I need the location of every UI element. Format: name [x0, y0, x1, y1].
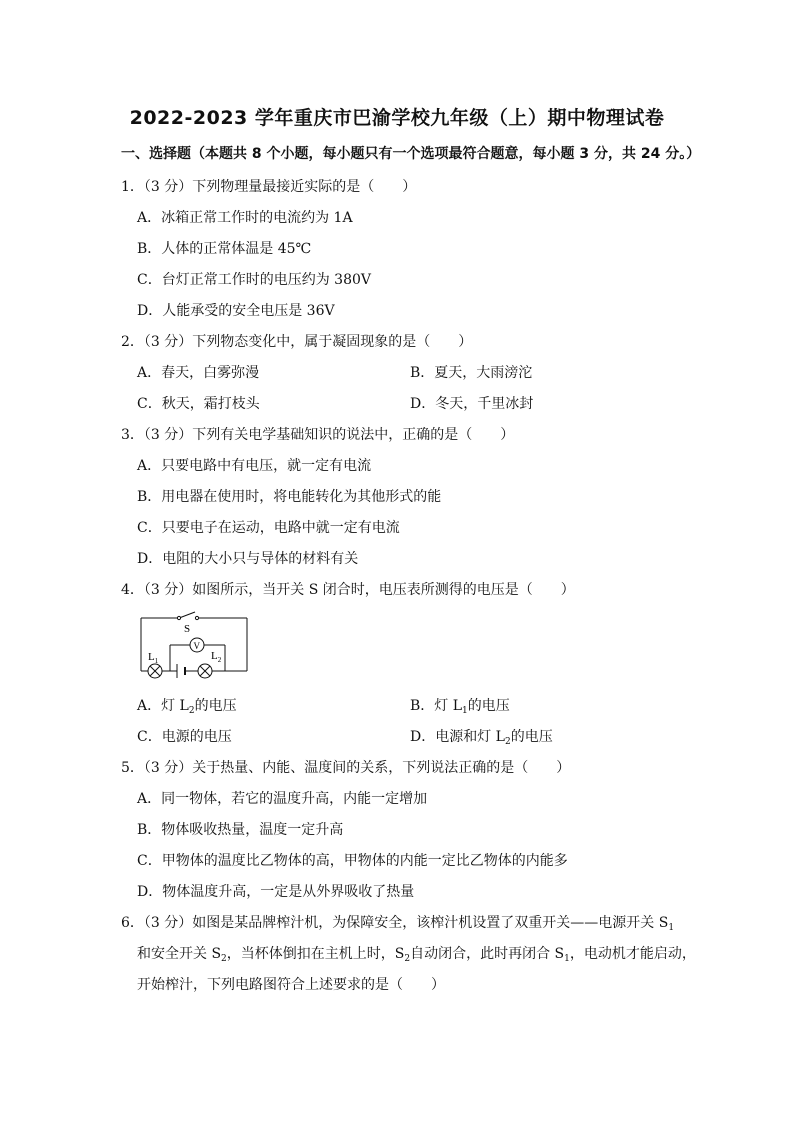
- question-4-option-a: A．灯 $L_2$的电压: [137, 698, 237, 716]
- question-6-stem-line-2: 和安全开关 $S_2$，当杯体倒扣在主机上时，$S_2$自动闭合，此时再闭合 $S_1$，电动机才能启动，: [137, 946, 696, 964]
- circuit-diagram: [137, 610, 252, 682]
- question-5-stem: 5．（3 分）关于热量、内能、温度间的关系，下列说法正确的是（ ）: [121, 760, 571, 776]
- question-3-option-c: C．只要电子在运动，电路中就一定有电流: [137, 520, 400, 536]
- question-2-option-d: D．冬天，千里冰封: [410, 396, 534, 412]
- question-2-option-b: B．夏天，大雨滂沱: [410, 365, 533, 381]
- voltmeter-label: V: [193, 641, 200, 651]
- question-6-stem-line-3: 开始榨汁，下列电路图符合上述要求的是（ ）: [137, 977, 445, 993]
- question-2-option-c: C．秋天，霜打枝头: [137, 396, 260, 412]
- question-2-option-a: A．春天，白雾弥漫: [137, 365, 260, 381]
- question-1-option-a: A．冰箱正常工作时的电流约为 1A: [137, 210, 353, 226]
- question-1-stem: 1．（3 分）下列物理量最接近实际的是（ ）: [121, 179, 417, 195]
- question-3-option-b: B．用电器在使用时，将电能转化为其他形式的能: [137, 489, 442, 505]
- question-5-option-b: B．物体吸收热量，温度一定升高: [137, 822, 344, 838]
- switch-label: S: [184, 623, 191, 635]
- lamp-1-label: $L_1$: [148, 651, 159, 665]
- question-2-stem: 2．（3 分）下列物态变化中，属于凝固现象的是（ ）: [121, 334, 473, 350]
- question-3-stem: 3．（3 分）下列有关电学基础知识的说法中，正确的是（ ）: [121, 427, 515, 443]
- question-3-option-d: D．电阻的大小只与导体的材料有关: [137, 551, 359, 567]
- question-4-stem: 4．（3 分）如图所示，当开关 S 闭合时，电压表所测得的电压是（ ）: [121, 582, 575, 598]
- question-4-option-b: B．灯 $L_1$的电压: [410, 698, 510, 716]
- section-heading: 一、选择题（本题共 8 个小题，每小题只有一个选项最符合题意，每小题 3 分，共 24 分。）: [121, 146, 701, 162]
- question-6-stem-line-1: 6．（3 分）如图是某品牌榨汁机，为保障安全，该榨汁机设置了双重开关——电源开关 $S_1$: [121, 915, 675, 933]
- question-5-option-c: C．甲物体的温度比乙物体的高，甲物体的内能一定比乙物体的内能多: [137, 853, 568, 869]
- page-title: 2022-2023 学年重庆市巴渝学校九年级（上）期中物理试卷: [129, 107, 665, 129]
- question-1-option-d: D．人能承受的安全电压是 36V: [137, 303, 335, 319]
- question-4-option-d: D．电源和灯 $L_2$的电压: [410, 729, 553, 747]
- question-3-option-a: A．只要电路中有电压，就一定有电流: [137, 458, 372, 474]
- lamp-2-label: $L_2$: [211, 650, 222, 664]
- question-5-option-d: D．物体温度升高，一定是从外界吸收了热量: [137, 884, 415, 900]
- question-5-option-a: A．同一物体，若它的温度升高，内能一定增加: [137, 791, 428, 807]
- question-4-option-c: C．电源的电压: [137, 729, 232, 745]
- question-1-option-c: C．台灯正常工作时的电压约为 380V: [137, 272, 371, 288]
- question-1-option-b: B．人体的正常体温是 45℃: [137, 241, 312, 257]
